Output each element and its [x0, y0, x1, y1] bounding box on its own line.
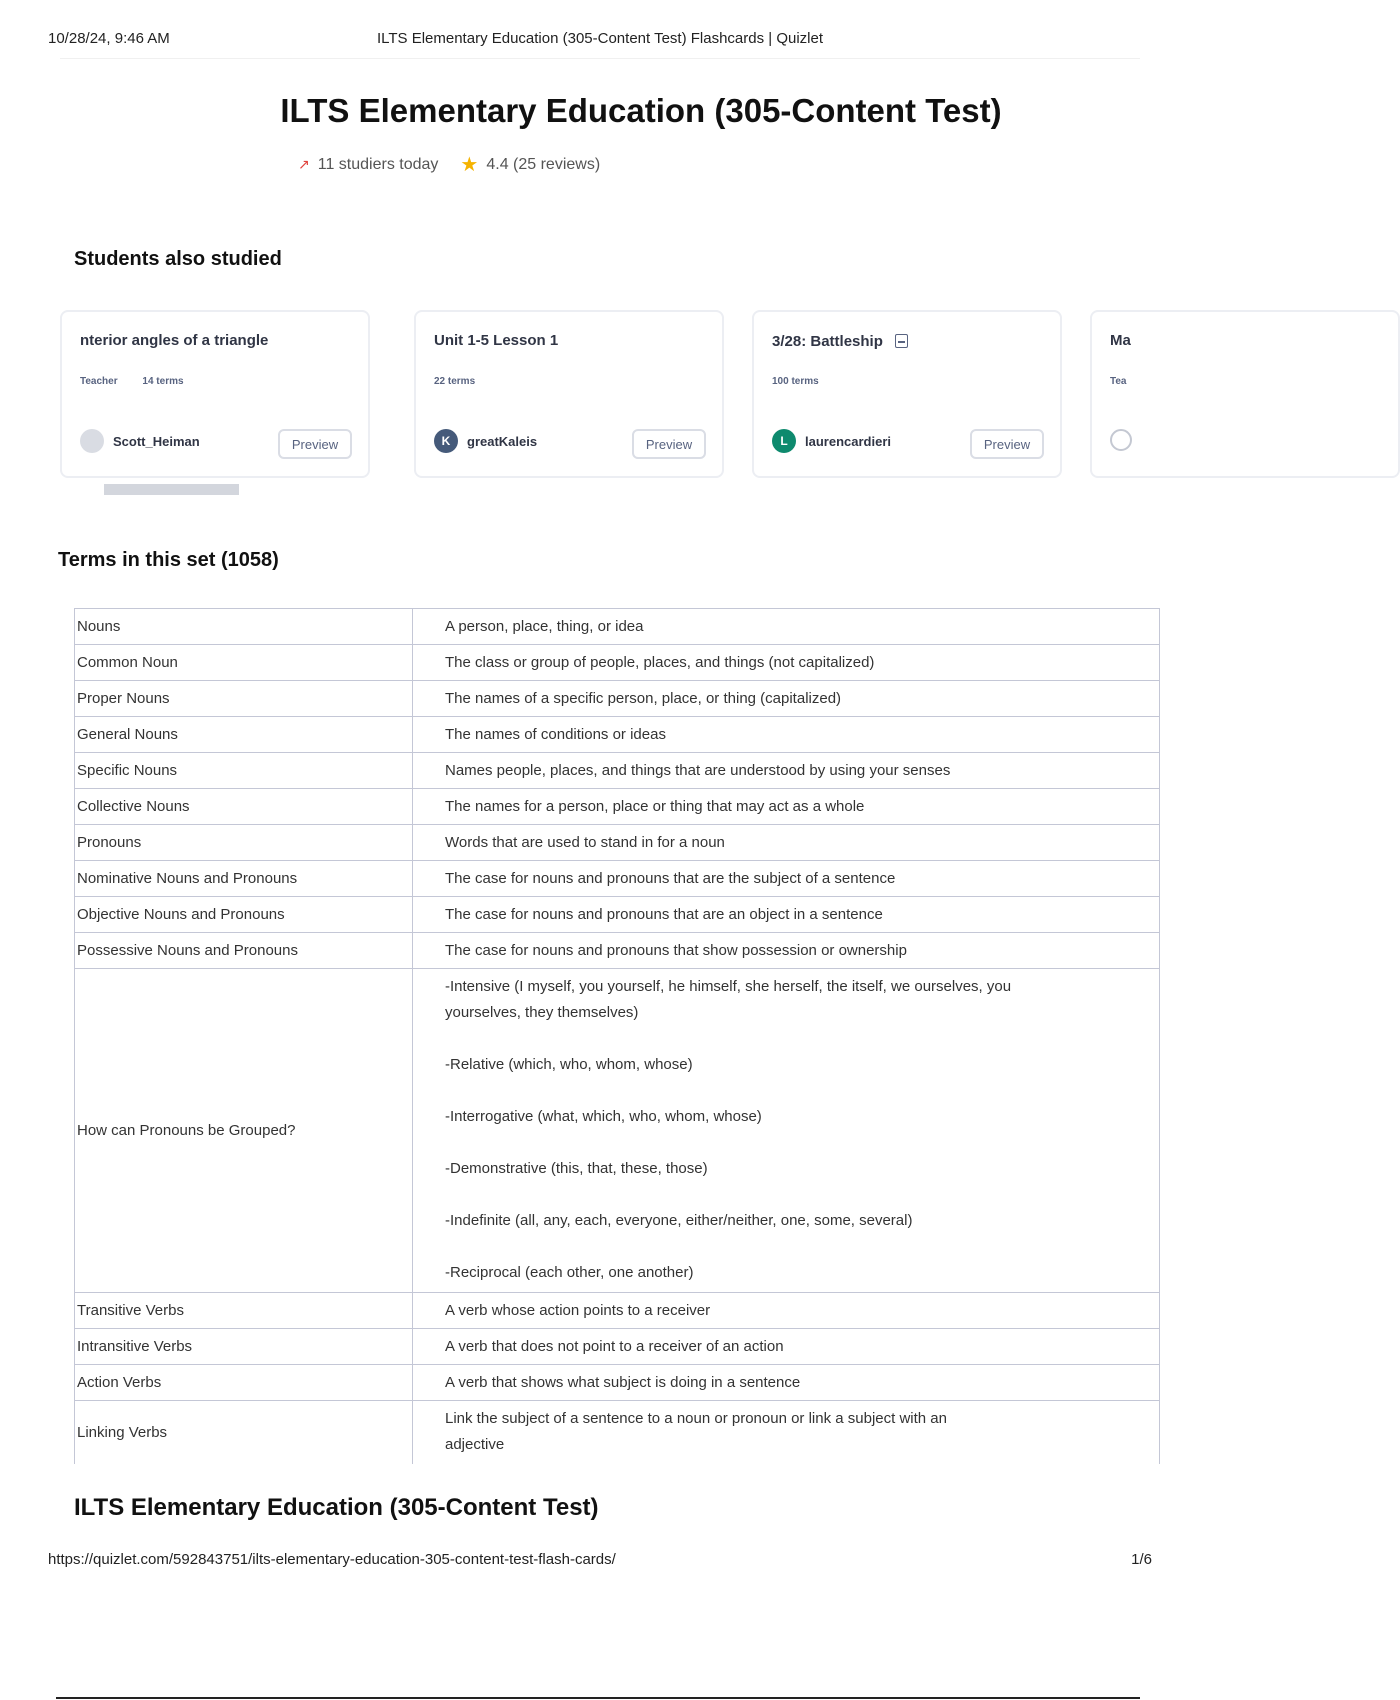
preview-button[interactable]: Preview: [970, 429, 1044, 459]
preview-button[interactable]: Preview: [278, 429, 352, 459]
rating-link[interactable]: 4.4 (25 reviews): [486, 155, 601, 173]
definition-line: yourselves, they themselves): [445, 1004, 639, 1021]
definition-line: -Relative (which, who, whom, whose): [445, 1056, 693, 1073]
definition-cell: The class or group of people, places, and things (not capitalized): [413, 645, 1160, 681]
study-set-card[interactable]: [752, 310, 1062, 478]
avatar: [1110, 429, 1132, 451]
definition-cell: [413, 969, 1160, 1293]
term-cell: Collective Nouns: [75, 789, 413, 825]
star-icon: ★: [460, 154, 479, 176]
card-meta: [434, 376, 475, 387]
divider: [56, 1697, 1140, 1699]
card-user[interactable]: [80, 429, 200, 453]
carousel-scrollbar[interactable]: [104, 484, 239, 495]
term-cell: Possessive Nouns and Pronouns: [75, 933, 413, 969]
footer-title: ILTS Elementary Education (305-Content Test): [74, 1494, 599, 1521]
card-title[interactable]: Unit 1-5 Lesson 1: [434, 332, 559, 349]
definition-cell: [413, 1401, 1160, 1465]
table-row: [75, 681, 1160, 717]
preview-button[interactable]: Preview: [632, 429, 706, 459]
term-cell: Transitive Verbs: [75, 1293, 413, 1329]
page-number: 1/6: [1131, 1551, 1152, 1568]
term-cell: Nouns: [75, 609, 413, 645]
term-cell: Specific Nouns: [75, 753, 413, 789]
table-row: [75, 609, 1160, 645]
table-row: [75, 1329, 1160, 1365]
card-title[interactable]: 3/28: Battleship: [772, 333, 883, 350]
definition-cell: A verb whose action points to a receiver: [413, 1293, 1160, 1329]
term-cell: Proper Nouns: [75, 681, 413, 717]
avatar: L: [772, 429, 796, 453]
table-row: [75, 1401, 1160, 1465]
trending-icon: ↗: [298, 156, 310, 172]
definition-cell: Words that are used to stand in for a noun: [413, 825, 1160, 861]
print-header: [48, 30, 1152, 50]
table-row: [75, 897, 1160, 933]
card-role: Tea: [1110, 376, 1127, 387]
students-also-studied-heading: Students also studied: [74, 248, 282, 270]
document-icon: [895, 334, 908, 348]
study-set-card[interactable]: [1090, 310, 1400, 478]
definition-line: -Intensive (I myself, you yourself, he himself, she herself, the itself, we ourselves, you: [445, 978, 1012, 995]
avatar: [80, 429, 104, 453]
card-meta: [80, 376, 184, 387]
term-cell: Nominative Nouns and Pronouns: [75, 861, 413, 897]
card-title[interactable]: nterior angles of a triangle: [80, 332, 269, 349]
definition-cell: A person, place, thing, or idea: [413, 609, 1160, 645]
print-datetime: 10/28/24, 9:46 AM: [48, 30, 170, 47]
term-cell: Linking Verbs: [75, 1401, 413, 1465]
page-title: ILTS Elementary Education (305-Content Test): [280, 92, 1002, 129]
definition-line: adjective: [445, 1436, 505, 1453]
term-cell: Intransitive Verbs: [75, 1329, 413, 1365]
card-username[interactable]: Scott_Heiman: [113, 433, 200, 449]
card-meta: [772, 376, 819, 387]
table-row: [75, 645, 1160, 681]
card-role: Teacher: [80, 376, 118, 387]
card-user[interactable]: [1110, 429, 1132, 451]
card-meta: [1110, 376, 1127, 387]
definition-line: -Indefinite (all, any, each, everyone, either/neither, one, some, several): [445, 1212, 913, 1229]
definition-cell: Names people, places, and things that are understood by using your senses: [413, 753, 1160, 789]
definition-line: -Demonstrative (this, that, these, those): [445, 1160, 708, 1177]
definition-cell: A verb that does not point to a receiver of an action: [413, 1329, 1160, 1365]
definition-cell: The case for nouns and pronouns that are the subject of a sentence: [413, 861, 1160, 897]
card-user[interactable]: [772, 429, 891, 453]
definition-cell: The names of conditions or ideas: [413, 717, 1160, 753]
card-username[interactable]: greatKaleis: [467, 433, 538, 449]
term-cell: Objective Nouns and Pronouns: [75, 897, 413, 933]
table-row: [75, 1365, 1160, 1401]
table-row: [75, 969, 1160, 1293]
term-cell: Action Verbs: [75, 1365, 413, 1401]
study-set-card[interactable]: [414, 310, 724, 478]
card-title[interactable]: Ma: [1110, 332, 1131, 349]
card-terms: 100 terms: [772, 376, 819, 387]
definition-cell: A verb that shows what subject is doing in a sentence: [413, 1365, 1160, 1401]
table-row: [75, 825, 1160, 861]
table-row: [75, 789, 1160, 825]
card-terms: 14 terms: [142, 376, 184, 387]
table-row: [75, 753, 1160, 789]
definition-cell: The case for nouns and pronouns that show possession or ownership: [413, 933, 1160, 969]
definition-cell: The names of a specific person, place, or thing (capitalized): [413, 681, 1160, 717]
study-set-card[interactable]: [60, 310, 370, 478]
card-title-row[interactable]: [772, 332, 908, 350]
term-cell: Pronouns: [75, 825, 413, 861]
card-user[interactable]: [434, 429, 537, 453]
set-meta: [298, 152, 600, 177]
page-url: https://quizlet.com/592843751/ilts-elementary-education-305-content-test-flash-cards/: [48, 1551, 616, 1568]
print-page-title: ILTS Elementary Education (305-Content Test) Flashcards | Quizlet: [376, 30, 824, 47]
divider: [60, 58, 1140, 59]
definition-line: -Reciprocal (each other, one another): [445, 1264, 694, 1281]
table-row: [75, 1293, 1160, 1329]
term-cell: Common Noun: [75, 645, 413, 681]
table-row: [75, 861, 1160, 897]
avatar: K: [434, 429, 458, 453]
card-terms: 22 terms: [434, 376, 476, 387]
term-cell: General Nouns: [75, 717, 413, 753]
studiers-count: 11 studiers today: [317, 155, 439, 173]
terms-heading: Terms in this set (1058): [58, 549, 279, 571]
term-cell: How can Pronouns be Grouped?: [75, 969, 413, 1293]
print-footer: [48, 1551, 1152, 1568]
definition-line: Link the subject of a sentence to a noun or pronoun or link a subject with an: [445, 1410, 947, 1427]
table-row: [75, 717, 1160, 753]
definition-line: -Interrogative (what, which, who, whom, whose): [445, 1108, 762, 1125]
table-row: [75, 933, 1160, 969]
terms-table: [74, 608, 1160, 1464]
studied-carousel: [80, 310, 1135, 482]
definition-cell: The case for nouns and pronouns that are an object in a sentence: [413, 897, 1160, 933]
definition-cell: The names for a person, place or thing that may act as a whole: [413, 789, 1160, 825]
card-username[interactable]: laurencardieri: [805, 433, 891, 449]
